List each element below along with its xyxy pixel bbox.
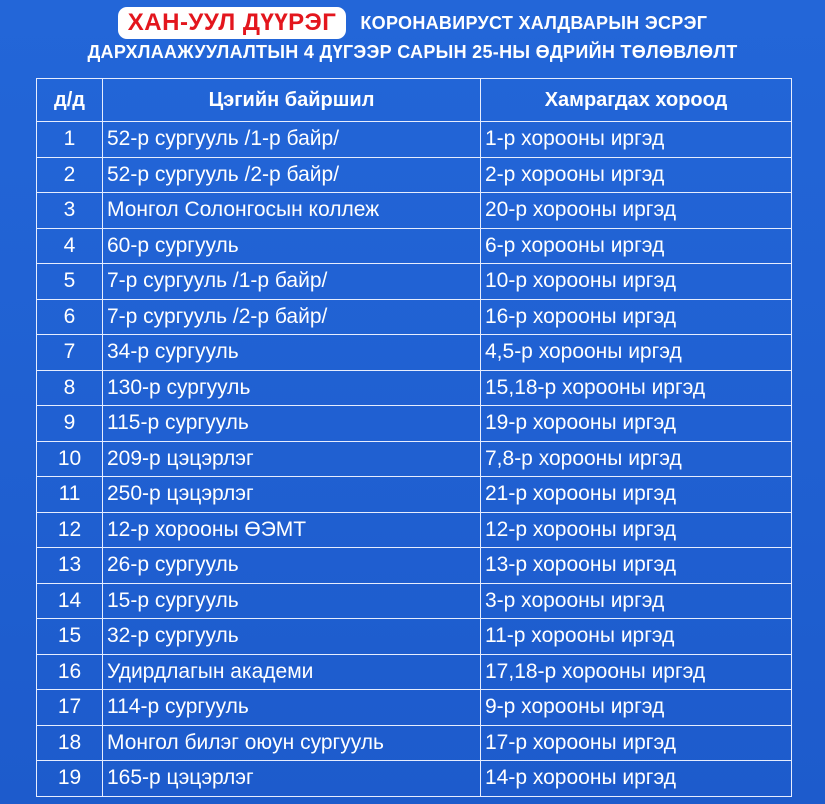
location-cell: Монгол билэг оюун сургууль [103,725,481,761]
table-row [37,228,792,264]
khoroo-cell: 1-р хорооны иргэд [481,122,792,158]
row-number: 14 [37,583,103,619]
location-cell: 15-р сургууль [103,583,481,619]
khoroo-cell: 17,18-р хорооны иргэд [481,654,792,690]
column-header-number: д/д [37,79,103,122]
location-cell: Монгол Солонгосын коллеж [103,193,481,229]
location-cell: 52-р сургууль /1-р байр/ [103,122,481,158]
khoroo-cell: 19-р хорооны иргэд [481,406,792,442]
location-cell: 209-р цэцэрлэг [103,441,481,477]
row-number: 15 [37,619,103,655]
table-row [37,690,792,726]
table-row [37,548,792,584]
row-number: 19 [37,761,103,797]
header-line-1 [0,6,825,40]
vaccination-schedule-table [36,78,792,797]
row-number: 6 [37,299,103,335]
row-number: 5 [37,264,103,300]
title-line-2: ДАРХЛААЖУУЛАЛТЫН 4 ДҮГЭЭР САРЫН 25-НЫ ӨДРИЙН ТӨЛӨВЛӨЛТ [87,42,738,62]
location-cell: 114-р сургууль [103,690,481,726]
khoroo-cell: 17-р хорооны иргэд [481,725,792,761]
table-row [37,370,792,406]
row-number: 9 [37,406,103,442]
khoroo-cell: 15,18-р хорооны иргэд [481,370,792,406]
row-number: 2 [37,157,103,193]
location-cell: 32-р сургууль [103,619,481,655]
table-row [37,654,792,690]
table-body [37,122,792,797]
table-row [37,122,792,158]
row-number: 3 [37,193,103,229]
row-number: 13 [37,548,103,584]
row-number: 18 [37,725,103,761]
table-row [37,619,792,655]
title-line-1: КОРОНАВИРУСТ ХАЛДВАРЫН ЭСРЭГ [360,12,708,33]
location-cell: 12-р хорооны ӨЭМТ [103,512,481,548]
row-number: 1 [37,122,103,158]
location-cell: 26-р сургууль [103,548,481,584]
location-cell: 60-р сургууль [103,228,481,264]
row-number: 10 [37,441,103,477]
district-badge: ХАН-УУЛ ДҮҮРЭГ [118,7,347,39]
table-row [37,193,792,229]
khoroo-cell: 6-р хорооны иргэд [481,228,792,264]
khoroo-cell: 4,5-р хорооны иргэд [481,335,792,371]
column-header-khoroo: Хамрагдах хороод [481,79,792,122]
location-cell: 115-р сургууль [103,406,481,442]
location-cell: 7-р сургууль /1-р байр/ [103,264,481,300]
table-row [37,761,792,797]
row-number: 8 [37,370,103,406]
khoroo-cell: 7,8-р хорооны иргэд [481,441,792,477]
location-cell: Удирдлагын академи [103,654,481,690]
location-cell: 52-р сургууль /2-р байр/ [103,157,481,193]
location-cell: 250-р цэцэрлэг [103,477,481,513]
table-header-row [37,79,792,122]
khoroo-cell: 13-р хорооны иргэд [481,548,792,584]
khoroo-cell: 3-р хорооны иргэд [481,583,792,619]
khoroo-cell: 10-р хорооны иргэд [481,264,792,300]
khoroo-cell: 9-р хорооны иргэд [481,690,792,726]
khoroo-cell: 21-р хорооны иргэд [481,477,792,513]
row-number: 4 [37,228,103,264]
table-row [37,406,792,442]
row-number: 7 [37,335,103,371]
poster-header [0,0,825,72]
table-row [37,583,792,619]
table-row [37,725,792,761]
column-header-location: Цэгийн байршил [103,79,481,122]
khoroo-cell: 16-р хорооны иргэд [481,299,792,335]
table-row [37,299,792,335]
khoroo-cell: 12-р хорооны иргэд [481,512,792,548]
location-cell: 165-р цэцэрлэг [103,761,481,797]
row-number: 16 [37,654,103,690]
location-cell: 7-р сургууль /2-р байр/ [103,299,481,335]
location-cell: 130-р сургууль [103,370,481,406]
khoroo-cell: 2-р хорооны иргэд [481,157,792,193]
khoroo-cell: 14-р хорооны иргэд [481,761,792,797]
row-number: 11 [37,477,103,513]
table-row [37,441,792,477]
table-row [37,264,792,300]
location-cell: 34-р сургууль [103,335,481,371]
table-row [37,335,792,371]
row-number: 17 [37,690,103,726]
khoroo-cell: 11-р хорооны иргэд [481,619,792,655]
table-row [37,512,792,548]
table-row [37,157,792,193]
table-row [37,477,792,513]
khoroo-cell: 20-р хорооны иргэд [481,193,792,229]
row-number: 12 [37,512,103,548]
